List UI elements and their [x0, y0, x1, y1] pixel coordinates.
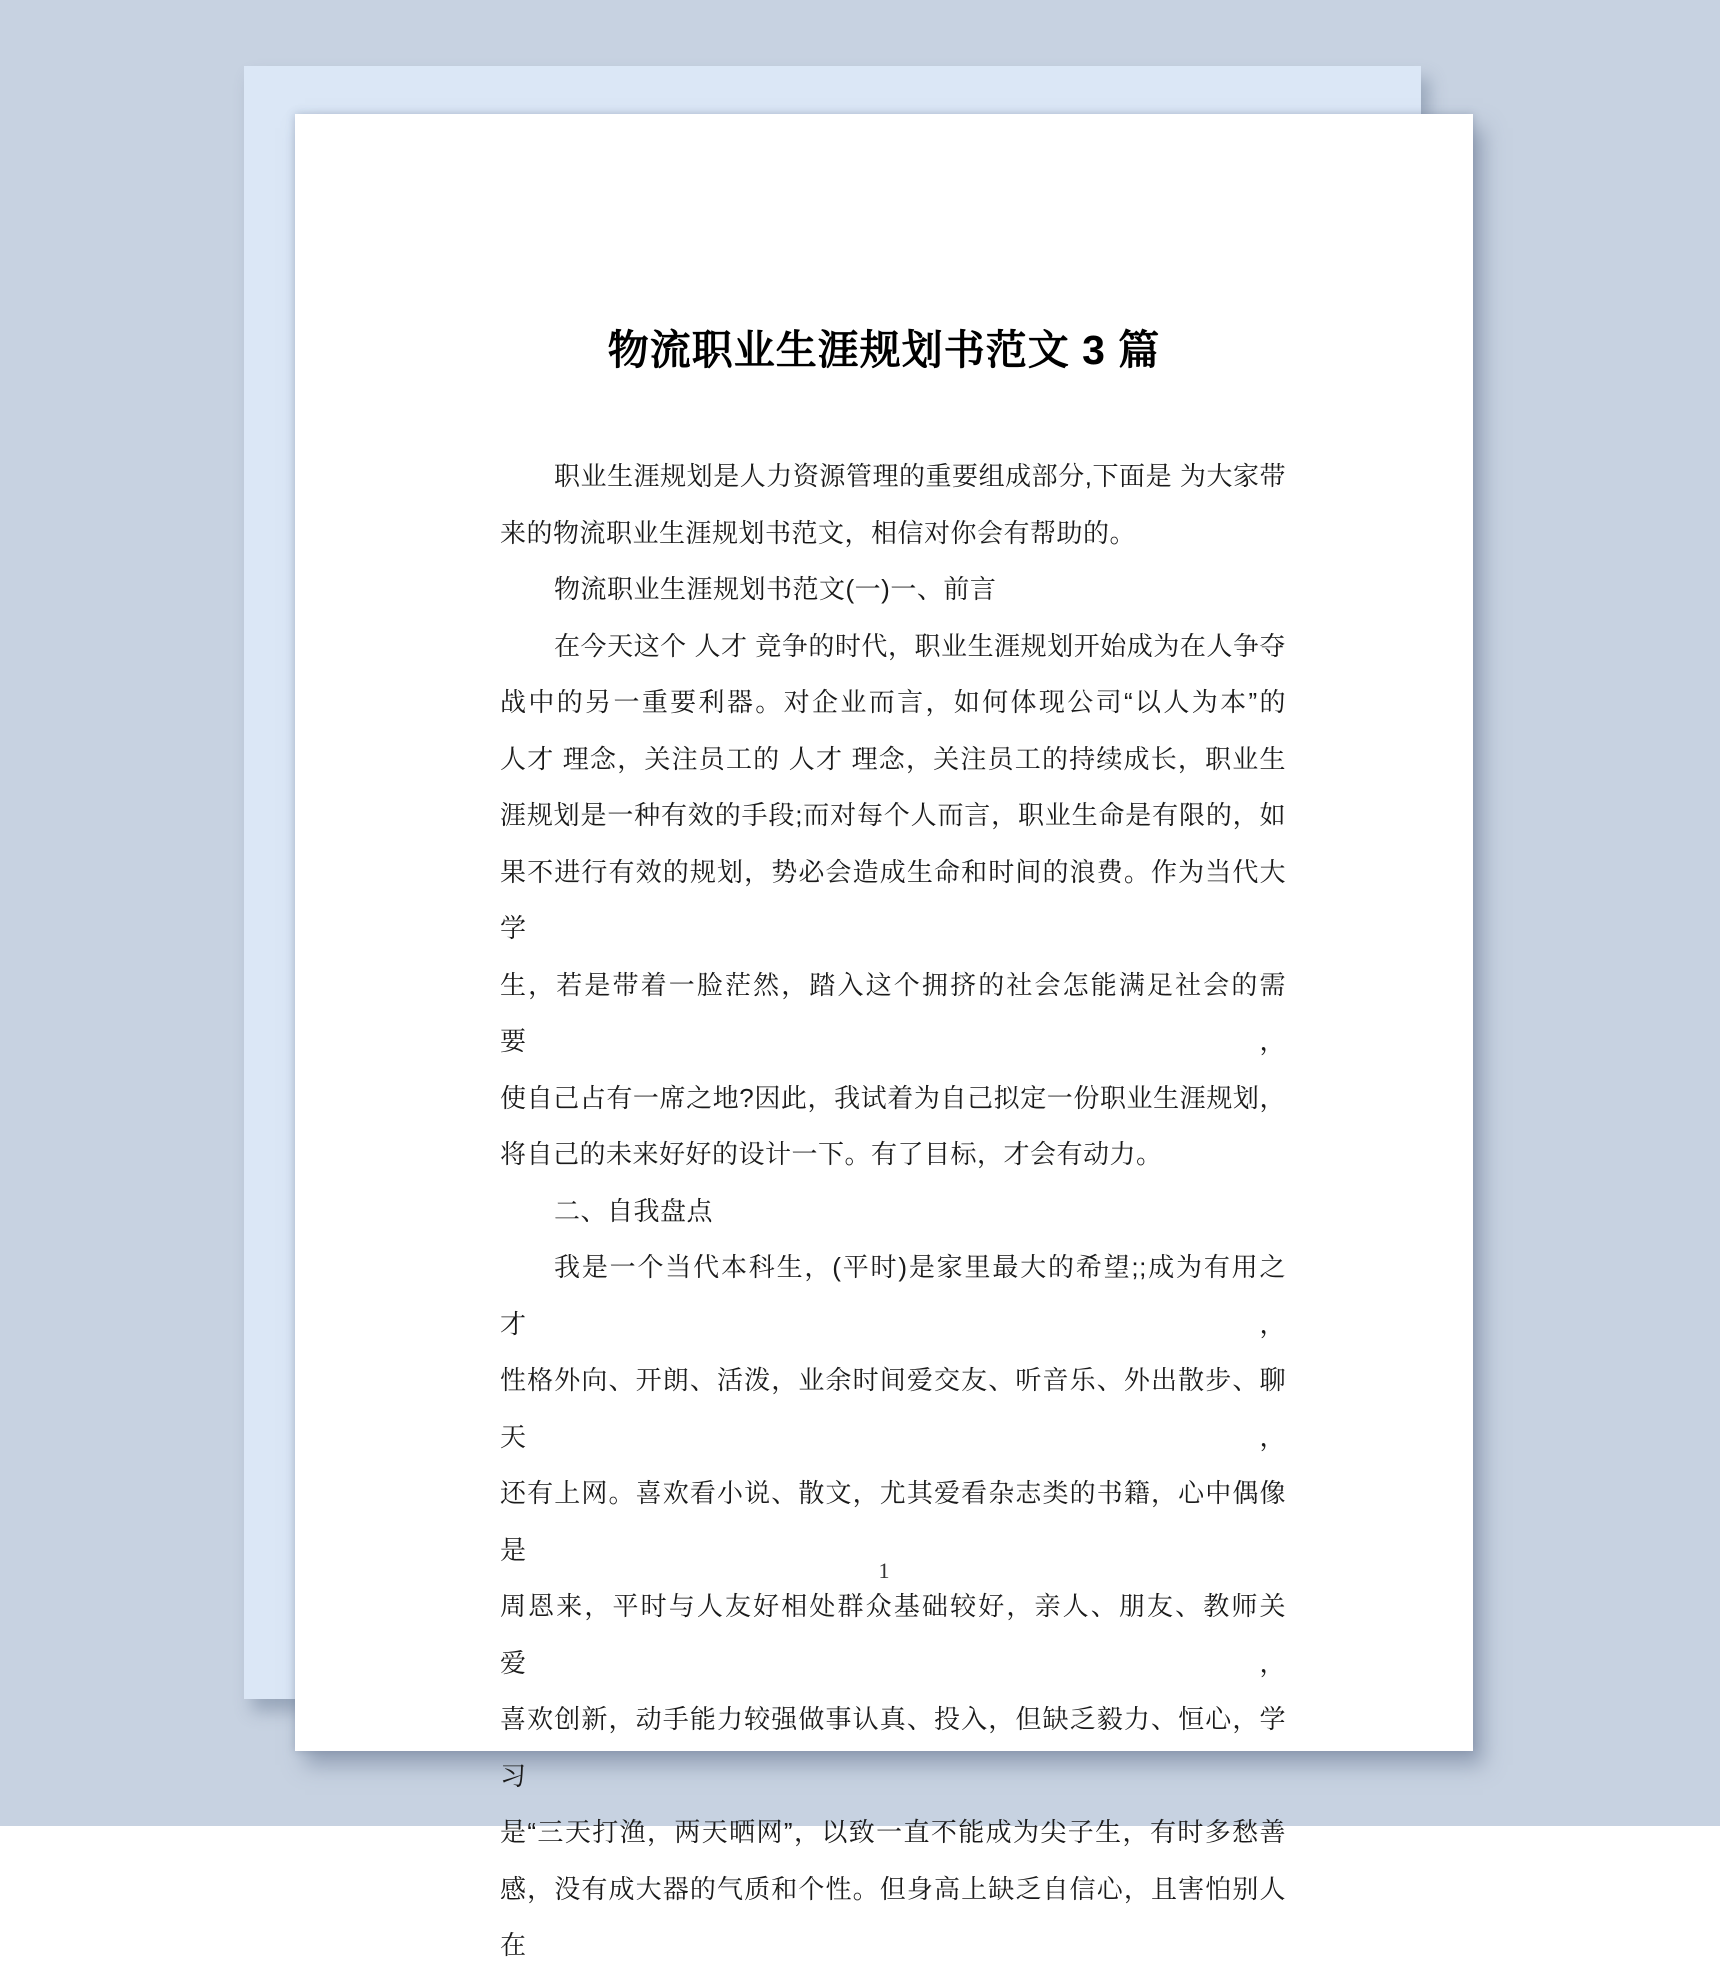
document-line: 在今天这个 人才 竞争的时代，职业生涯规划开始成为在人争夺 — [554, 630, 1286, 661]
document-line: 性格外向、开朗、活泼，业余时间爱交友、听音乐、外出散步、聊天， — [500, 1365, 1286, 1452]
page-number: 1 — [878, 1558, 890, 1583]
document-page — [295, 114, 1473, 1960]
document-line: 我是一个当代本科生，(平时)是家里最大的希望;;成为有用之才， — [500, 1252, 1286, 1339]
document-line: 喜欢创新，动手能力较强做事认真、投入，但缺乏毅力、恒心，学习 — [500, 1704, 1286, 1791]
document-line: 果不进行有效的规划，势必会造成生命和时间的浪费。作为当代大学 — [500, 856, 1286, 943]
document-line: 物流职业生涯规划书范文(一)一、前言 — [554, 574, 997, 604]
document-line: 职业生涯规划是人力资源管理的重要组成部分,下面是 为大家带 — [554, 461, 1286, 491]
document-line: 使自己占有一席之地?因此，我试着为自己拟定一份职业生涯规划， — [500, 1082, 1286, 1113]
document-line: 涯规划是一种有效的手段;而对每个人而言，职业生命是有限的，如 — [500, 800, 1286, 830]
document-line: 还有上网。喜欢看小说、散文，尤其爱看杂志类的书籍，心中偶像是 — [500, 1478, 1286, 1565]
document-line: 生，若是带着一脸茫然，踏入这个拥挤的社会怎能满足社会的需要， — [500, 969, 1286, 1056]
document-line: 周恩来，平时与人友好相处群众基础较好，亲人、朋友、教师关爱， — [500, 1591, 1286, 1678]
document-line: 将自己的未来好好的设计一下。有了目标，才会有动力。 — [500, 1139, 1163, 1169]
document-line: 感，没有成大器的气质和个性。但身高上缺乏自信心，且害怕别人在 — [500, 1873, 1286, 1960]
document-line: 是“三天打渔，两天晒网”，以致一直不能成为尖子生，有时多愁善 — [500, 1817, 1286, 1847]
document-title: 物流职业生涯规划书范文 3 篇 — [607, 327, 1161, 373]
document-line: 战中的另一重要利器。对企业而言，如何体现公司“以人为本”的 — [500, 687, 1286, 717]
document-line: 来的物流职业生涯规划书范文，相信对你会有帮助的。 — [500, 517, 1137, 548]
document-body — [500, 448, 1286, 1974]
document-line: 二、自我盘点 — [554, 1195, 714, 1226]
document-line: 人才 理念，关注员工的 人才 理念，关注员工的持续成长，职业生 — [500, 743, 1286, 774]
